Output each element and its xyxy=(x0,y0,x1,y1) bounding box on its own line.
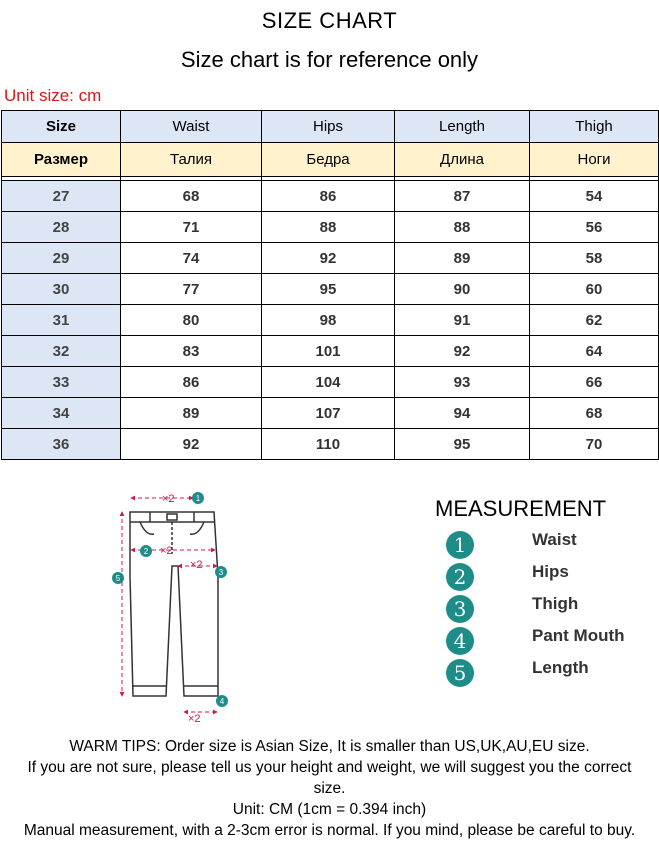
table-row xyxy=(2,181,659,212)
tips-line: Manual measurement, with a 2-3cm error is normal. If you mind, please be careful to buy. xyxy=(23,822,636,839)
value-cell: 68 xyxy=(530,398,659,429)
measurement-label: Waist xyxy=(532,530,577,549)
header-cell: Thigh xyxy=(530,111,659,143)
measurement-number-badge: 5 xyxy=(446,659,474,687)
value-cell: 86 xyxy=(121,367,262,398)
multiplier-label: ×2 xyxy=(190,559,203,571)
page-subtitle: Size chart is for reference only xyxy=(180,47,479,72)
size-cell: 28 xyxy=(2,212,121,243)
value-cell: 58 xyxy=(530,243,659,274)
table-row xyxy=(2,336,659,367)
header-cell: Length xyxy=(395,111,530,143)
header-cell: Ноги xyxy=(530,143,659,177)
header-row-ru xyxy=(2,143,659,177)
measurement-number-badge: 4 xyxy=(446,627,474,655)
value-cell: 107 xyxy=(262,398,395,429)
value-cell: 74 xyxy=(121,243,262,274)
value-cell: 83 xyxy=(121,336,262,367)
size-cell: 30 xyxy=(2,274,121,305)
warm-tips xyxy=(0,736,659,841)
value-cell: 110 xyxy=(262,429,395,460)
value-cell: 92 xyxy=(262,243,395,274)
value-cell: 95 xyxy=(395,429,530,460)
measurement-number-badge: 1 xyxy=(446,531,474,559)
value-cell: 70 xyxy=(530,429,659,460)
measurement-number-badge: 2 xyxy=(446,563,474,591)
pants-outline xyxy=(130,512,218,696)
unit-label: Unit size: cm xyxy=(4,86,102,105)
size-cell: 32 xyxy=(2,336,121,367)
header-cell: Длина xyxy=(395,143,530,177)
value-cell: 92 xyxy=(395,336,530,367)
page-title: SIZE CHART xyxy=(261,8,398,33)
measurement-number-badge: 3 xyxy=(446,595,474,623)
header-cell: Size xyxy=(2,111,121,143)
marker-1-label: 1 xyxy=(195,494,201,503)
table-row xyxy=(2,398,659,429)
tips-line: size. xyxy=(313,780,346,797)
size-cell: 31 xyxy=(2,305,121,336)
measurement-label: Thigh xyxy=(532,594,579,613)
header-cell: Талия xyxy=(121,143,262,177)
tips-line: WARM TIPS: Order size is Asian Size, It is smaller than US,UK,AU,EU size. xyxy=(69,738,590,755)
value-cell: 71 xyxy=(121,212,262,243)
value-cell: 88 xyxy=(262,212,395,243)
size-cell: 36 xyxy=(2,429,121,460)
value-cell: 104 xyxy=(262,367,395,398)
value-cell: 98 xyxy=(262,305,395,336)
value-cell: 92 xyxy=(121,429,262,460)
value-cell: 87 xyxy=(395,181,530,212)
pants-diagram xyxy=(100,484,250,729)
multiplier-label: ×2 xyxy=(160,545,173,557)
header-cell: Hips xyxy=(262,111,395,143)
value-cell: 89 xyxy=(121,398,262,429)
value-cell: 54 xyxy=(530,181,659,212)
value-cell: 56 xyxy=(530,212,659,243)
value-cell: 64 xyxy=(530,336,659,367)
header-cell: Бедра xyxy=(262,143,395,177)
value-cell: 94 xyxy=(395,398,530,429)
size-cell: 33 xyxy=(2,367,121,398)
tips-line: If you are not sure, please tell us your height and weight, we will suggest you the correct xyxy=(27,759,632,776)
value-cell: 101 xyxy=(262,336,395,367)
value-cell: 66 xyxy=(530,367,659,398)
header-cell: Waist xyxy=(121,111,262,143)
measurement-label: Pant Mouth xyxy=(532,626,625,645)
size-table xyxy=(1,110,659,460)
marker-4-label: 4 xyxy=(219,697,225,706)
header-cell: Размер xyxy=(2,143,121,177)
table-row xyxy=(2,243,659,274)
table-row xyxy=(2,274,659,305)
multiplier-label: ×2 xyxy=(188,713,201,725)
tips-line: Unit: CM (1cm = 0.394 inch) xyxy=(232,801,427,818)
table-row xyxy=(2,212,659,243)
header-row-en xyxy=(2,111,659,143)
value-cell: 89 xyxy=(395,243,530,274)
size-cell: 34 xyxy=(2,398,121,429)
value-cell: 90 xyxy=(395,274,530,305)
measurement-label: Length xyxy=(532,658,589,677)
value-cell: 77 xyxy=(121,274,262,305)
value-cell: 88 xyxy=(395,212,530,243)
value-cell: 62 xyxy=(530,305,659,336)
value-cell: 95 xyxy=(262,274,395,305)
value-cell: 91 xyxy=(395,305,530,336)
value-cell: 60 xyxy=(530,274,659,305)
value-cell: 68 xyxy=(121,181,262,212)
marker-2-label: 2 xyxy=(143,547,149,556)
measurement-label: Hips xyxy=(532,562,569,581)
value-cell: 93 xyxy=(395,367,530,398)
value-cell: 80 xyxy=(121,305,262,336)
table-row xyxy=(2,305,659,336)
value-cell: 86 xyxy=(262,181,395,212)
marker-5-label: 5 xyxy=(115,574,121,583)
size-cell: 27 xyxy=(2,181,121,212)
multiplier-label: ×2 xyxy=(162,493,175,505)
size-cell: 29 xyxy=(2,243,121,274)
measurement-title: MEASUREMENT xyxy=(435,496,607,521)
marker-3-label: 3 xyxy=(218,568,224,577)
table-row xyxy=(2,367,659,398)
table-row xyxy=(2,429,659,460)
